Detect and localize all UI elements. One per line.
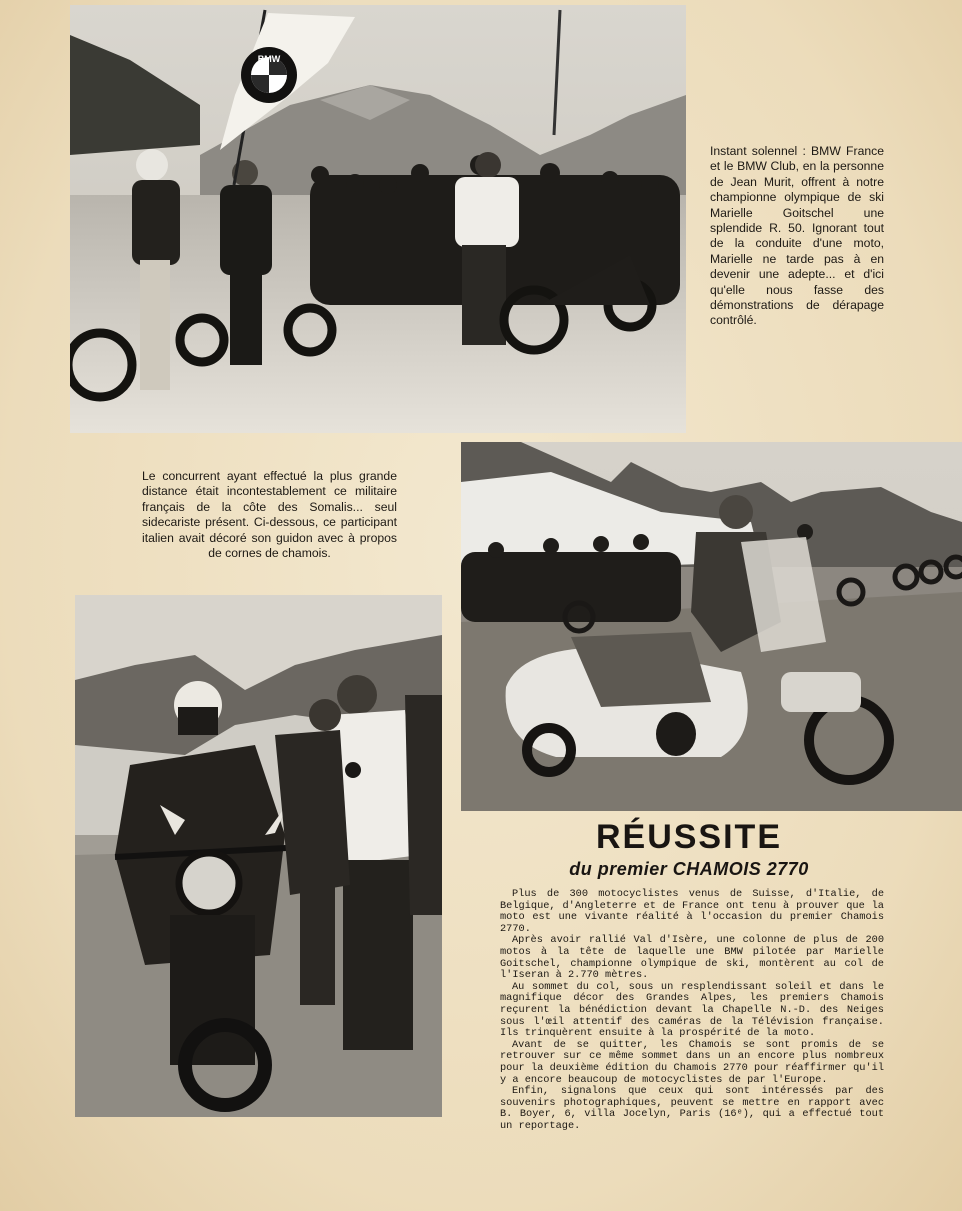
caption-bmw-gift: Instant solennel : BMW France et le BMW Club, en la personne de Jean Murit, offrent à notre championne olympique de ski Marielle Goitschel une splendide R. 50. Ignorant tout de la conduite d'une moto, Marielle ne tarde pas à en devenir une adepte... et d'ici qu'elle nous fasse des démonstrations de dérapage contrôlé. — [710, 144, 884, 328]
article-paragraph: Enfin, signalons que ceux qui sont intéressés par des souvenirs photographiques, peuvent se mettre en rapport avec B. Boyer, 6, villa Jocelyn, Paris (16ᵉ), qui a effectué tout un reportage. — [500, 1085, 884, 1132]
rider-helmet — [174, 681, 222, 735]
article-body — [500, 889, 884, 1132]
article-subtitle: du premier CHAMOIS 2770 — [569, 859, 809, 879]
photo-bmw-ceremony — [70, 5, 686, 433]
article-paragraph: Plus de 300 motocyclistes venus de Suisse, d'Italie, de Belgique, d'Angleterre et de France ont tenu à prouver que la moto est une vivante réalité à l'occasion du premier Chamois 2770. — [500, 888, 884, 935]
article-paragraph: Avant de se quitter, les Chamois se sont promis de se retrouver sur ce même sommet dans un an encore plus nombreux pour la deuxième édition du Chamois 2770 pour réaffirmer qu'il y a encore beaucoup de motocyclistes de par l'Europe. — [500, 1038, 884, 1086]
sidecar-scene — [461, 442, 962, 811]
italian-rider-scene — [75, 595, 442, 1117]
headlight — [179, 853, 239, 913]
photo-italian-rider — [75, 595, 442, 1117]
article-paragraph: Au sommet du col, sous un resplendissant soleil et dans le magnifique décor des Grandes Alpes, les premiers Chamois reçurent la bénédiction devant la Chapelle N.-D. des Neiges sous l'œil attentif des caméras de la Télévision française. Ils trinquèrent ensuite à la prospérité de la moto. — [500, 980, 884, 1040]
caption-sidecar: Le concurrent ayant effectué la plus grande distance était incontestablement ce militaire français de la côte des Somalis... seul sidecariste présent. Ci-dessous, ce participant italien avait décoré son guidon avec à propos de cornes de chamois. — [142, 469, 397, 561]
article-paragraph: Après avoir rallié Val d'Isère, une colonne de plus de 200 motos à la tête de laquelle une BMW pilotée par Marielle Goitschel, championne olympique de ski, montèrent au col de l'Iseran à 2.770 mètres. — [500, 934, 884, 982]
ceremony-scene — [70, 5, 686, 433]
article-title: RÉUSSITE — [595, 818, 783, 856]
rider-head — [719, 495, 753, 529]
flag-text: BMW — [257, 54, 281, 64]
photo-sidecar — [461, 442, 962, 811]
